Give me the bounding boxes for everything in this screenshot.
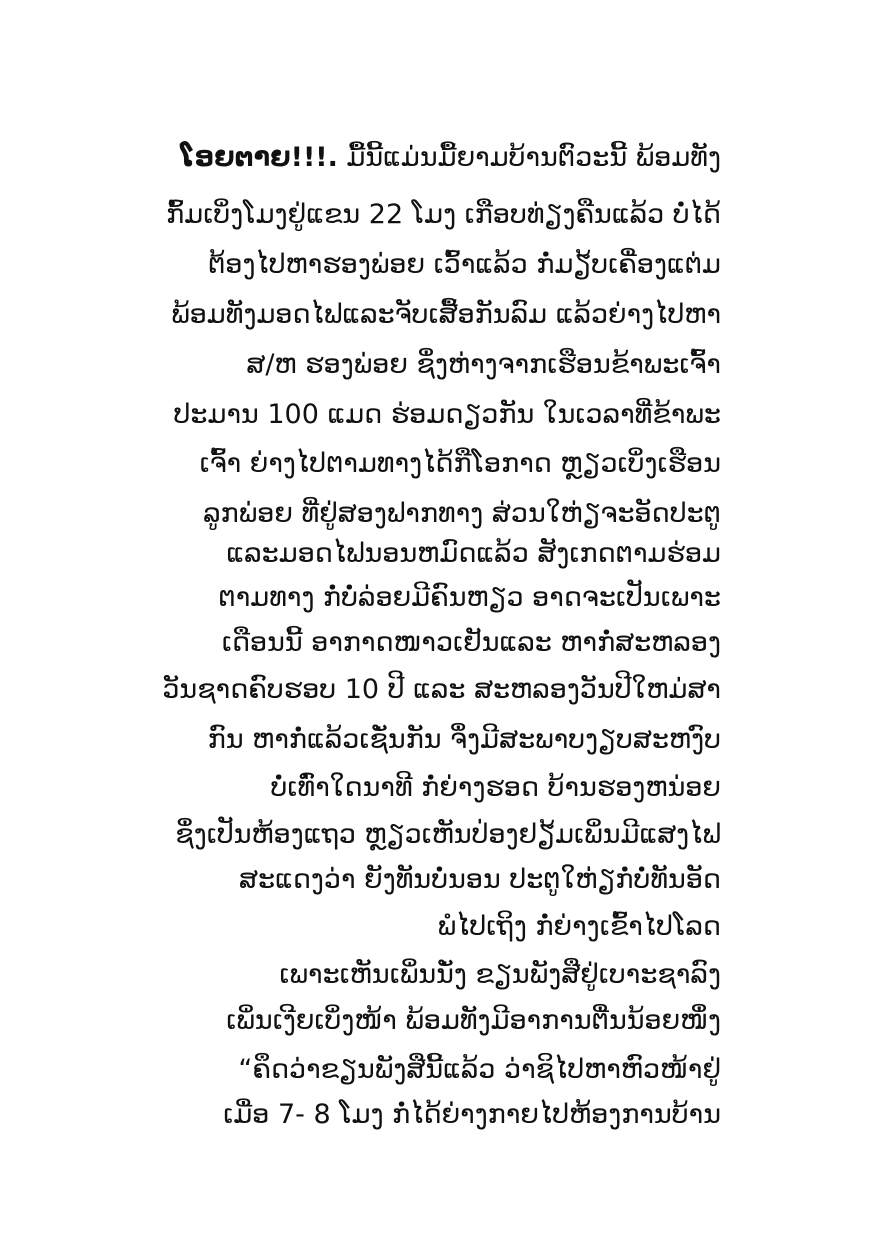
text-line-1	[181, 138, 721, 178]
text-line-15: ຊຶ່ງເປັນຫ້ອງແຖວ ຫຼຽວເຫັນປ່ອງຢຽ້ມເພິ່ນມີແສງໄຟ	[175, 819, 721, 850]
text-line-2: ກົ້ມເບິ່ງໂມງຢູ່ແຂນ 22 ໂມງ ເກືອບທ່ຽງຄືນແລ້ວ ບໍ່ໄດ້	[166, 199, 721, 230]
text-line-12: ວັນຊາດຄົບຮອບ 10 ປີ ແລະ ສະຫລອງວັນປີໃຫມ່ສາ	[162, 674, 721, 705]
text-line-6: ປະມານ 100 ແມດ ຮ່ອມດຽວກັນ ໃນເວລາທີ່ຂ້າພະ	[173, 399, 721, 430]
text-line-10: ຕາມທາງ ກໍ່ບໍ່ລ່ອຍມີຄົນຫຽວ ອາດຈະເປັນເພາະ	[218, 582, 721, 613]
text-line-13: ກົນ ຫາກໍ່ແລ້ວເຊັ່ນກັນ ຈຶ່ງມີສະພາບງຽບສະຫງົບ	[207, 724, 721, 755]
text-line-11: ເດືອນນີ້ ອາກາດໜາວເຢັນແລະ ຫາກໍ່ສະຫລອງ	[221, 627, 721, 658]
text-line-5: ສ/ຫ ຮອງພ່ອຍ ຊຶ່ງຫ່າງຈາກເຮືອນຂ້າພະເຈົ້າ	[246, 349, 721, 380]
text-line-20: “ຄຶດວ່າຂຽນພັງສືນີ້ແລ້ວ ວ່າຊິໄປຫາຫົວໜ້າຢູ່	[238, 1054, 721, 1085]
text-line-14: ບໍ່ເທົ່າໃດນາທີ ກໍ່ຍ່າງຮອດ ບ້ານຮອງຫນ່ອຍ	[270, 772, 721, 803]
text-line-3: ຕ້ອງໄປຫາຮອງພ່ອຍ ເວົ້າແລ້ວ ກໍ່ມຽ້ບເຄື່ອງແຕ່ມ	[208, 249, 721, 280]
text-line-21: ເມື່ອ 7- 8 ໂມງ ກໍ່ໄດ້ຍ່າງກາຍໄປຫ້ອງການບ້ານ	[223, 1099, 721, 1130]
text-line-16: ສະແດງວ່າ ຍັງທັນບໍ່ນອນ ປະຕູໃຫ່ຽກໍ່ບໍ່ທັນອັດ	[239, 864, 721, 895]
text-line-8: ລູກພ່ອຍ ທີ່ຢູ່ສອງຟາກທາງ ສ່ວນໃຫ່ຽຈະອັດປະຕູ	[203, 498, 721, 529]
text-line-4: ພ້ອມທັງມອດໄຟແລະຈັບເສື້ອກັນລົມ ແລ້ວຍ່າງໄປຫາ	[171, 299, 721, 330]
text-line-19: ເພິ່ນເງີຍເບິ່ງໜ້າ ພ້ອມທັງມີອາການຕື່ນນ້ອຍໜຶ່ງ	[226, 1005, 721, 1036]
text-line-18: ເພາະເຫັນເພິ່ນນັ່ງ ຂຽນພັງສືຢູ່ເບາະຊາລົງ	[279, 959, 721, 990]
line-1-text: ມື້ນີ້ແມ່ນມື້ຍາມບ້ານຕົວະນີ້ ພ້ອມທັງ	[346, 142, 721, 173]
text-line-7: ເຈົ້າ ຍ່າງໄປຕາມທາງໄດ້ກືໂອກາດ ຫຼຽວເບິ່ງເຮືອນ	[199, 448, 721, 479]
text-line-17: ພໍໄປເຖິງ ກໍ່ຍ່າງເຂົ້າໄປໂລດ	[437, 911, 721, 942]
lead-word: ໂອຍຕາຍ!!!.	[180, 142, 338, 173]
text-line-9: ແລະມອດໄຟນອນຫມົດແລ້ວ ສັງເກດຕາມຮ່ອມ	[226, 538, 721, 569]
